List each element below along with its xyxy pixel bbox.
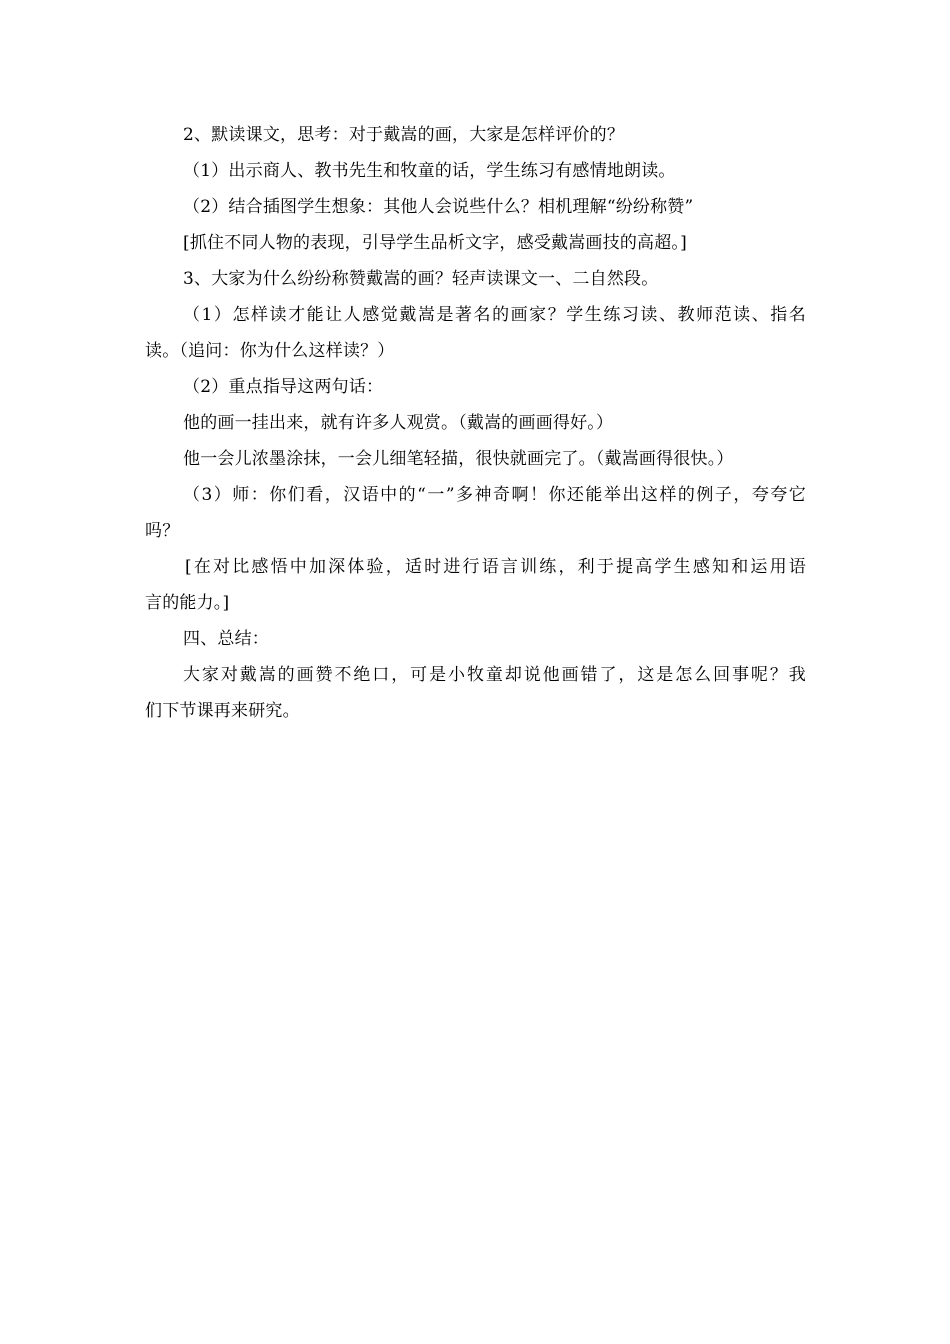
paragraph-line: 言的能力。]: [145, 593, 230, 613]
paragraph-line: 3、大家为什么纷纷称赞戴嵩的画？轻声读课文一、二自然段。: [183, 269, 659, 289]
paragraph-line: 读。（追问：你为什么这样读？）: [145, 341, 395, 361]
paragraph-line: 2、默读课文，思考：对于戴嵩的画，大家是怎样评价的？: [183, 125, 625, 145]
paragraph-line: （3）师：你们看，汉语中的“一”多神奇啊！你还能举出这样的例子，夸夸它: [183, 485, 806, 505]
paragraph-line: 们下节课再来研究。: [145, 701, 300, 721]
section-heading: 四、总结：: [183, 629, 269, 649]
paragraph-line: 他的画一挂出来，就有许多人观赏。（戴嵩的画画得好。）: [183, 413, 614, 433]
paragraph-line: 大家对戴嵩的画赞不绝口，可是小牧童却说他画错了，这是怎么回事呢？我: [183, 665, 806, 685]
paragraph-line: （1）出示商人、教书先生和牧童的话，学生练习有感情地朗读。: [183, 161, 676, 181]
paragraph-line: 吗？: [145, 521, 180, 541]
paragraph-line: [在对比感悟中加深体验，适时进行语言训练，利于提高学生感知和运用语: [185, 557, 806, 577]
paragraph-line: [抓住不同人物的表现，引导学生品析文字，感受戴嵩画技的高超。]: [183, 233, 687, 253]
paragraph-line: （2）结合插图学生想象：其他人会说些什么？相机理解“纷纷称赞”: [183, 197, 694, 217]
paragraph-line: （2）重点指导这两句话：: [183, 377, 384, 397]
paragraph-line: （1）怎样读才能让人感觉戴嵩是著名的画家？学生练习读、教师范读、指名: [183, 305, 806, 325]
paragraph-line: 他一会儿浓墨涂抹，一会儿细笔轻描，很快就画完了。（戴嵩画得很快。）: [183, 449, 734, 469]
